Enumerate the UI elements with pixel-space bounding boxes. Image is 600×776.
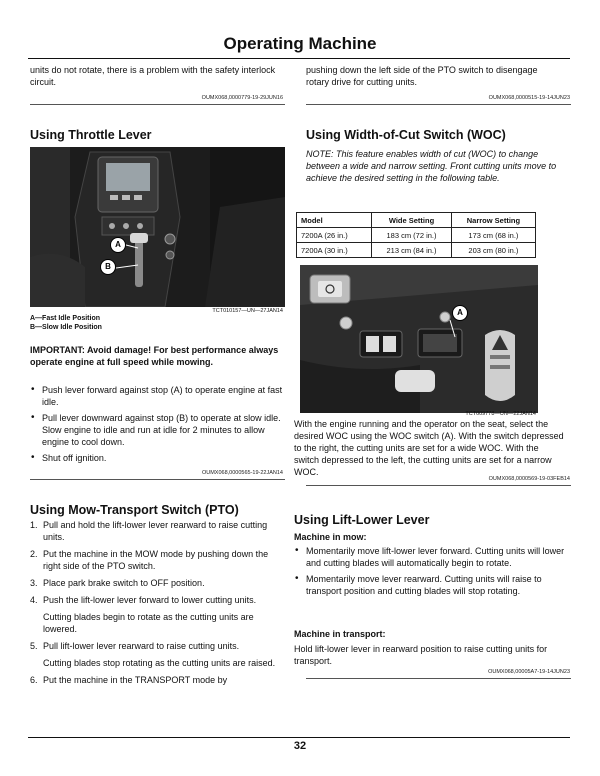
woc-heading: Using Width-of-Cut Switch (WOC) (306, 128, 506, 142)
list-item: 6. Put the machine in the TRANSPORT mode by (30, 675, 228, 685)
table-cell: 7200A (26 in.) (297, 228, 372, 243)
divider (306, 485, 571, 486)
lift-lower-reference: OUMX068,00005A7-19-14JUN23 (488, 669, 570, 675)
left-continued-text: units do not rotate, there is a problem with the safety interlock circuit. (30, 65, 276, 87)
pto-heading: Using Mow-Transport Switch (PTO) (30, 503, 239, 517)
list-item: • Shut off ignition. (42, 452, 285, 464)
column-header: Wide Setting (372, 213, 452, 228)
list-item: 3. Place park brake switch to OFF position. (30, 578, 205, 588)
woc-body-text: With the engine running and the operator on the seat, select the desired WOC using the WOC switch (A). With the switch depressed to the right, the cutting units are set for a wide WOC. With the switch depressed to the left, the cutting units are set for a narrow WOC. (294, 419, 564, 477)
woc-note: NOTE: This feature enables width of cut (WOC) to change between a wide and narrow setting. Front cutting units move to achieve the desired setting in the following table. (306, 149, 557, 183)
callout-a: A (452, 305, 468, 321)
divider (30, 104, 285, 105)
callout-b: B (100, 259, 116, 275)
woc-settings-table (296, 212, 536, 258)
divider (306, 678, 571, 679)
column-header: Narrow Setting (451, 213, 535, 228)
list-item: • Momentarily move lever rearward. Cutting units will raise to transport position and cutting blades will stop rotating. (306, 573, 566, 597)
throttle-lever-photo (30, 147, 285, 307)
list-item: 5. Pull lift-lower lever rearward to raise cutting units. (30, 641, 240, 651)
legend-a: A—Fast Idle Position (30, 315, 101, 322)
divider (306, 104, 571, 105)
transport-text: Hold lift-lower lever in rearward position to raise cutting units for transport. (294, 644, 548, 666)
title-rule (28, 58, 570, 59)
table-header-row (297, 213, 536, 228)
table-cell: 213 cm (84 in.) (372, 243, 452, 258)
mow-subheading: Machine in mow: (294, 532, 367, 542)
woc-switch-photo (300, 265, 538, 413)
page-number: 32 (293, 740, 307, 752)
table-cell: 7200A (30 in.) (297, 243, 372, 258)
right-continued-text: pushing down the left side of the PTO switch to disengage rotary drive for cutting units. (306, 65, 538, 87)
list-item: 4. Push the lift-lower lever forward to lower cutting units. (30, 595, 257, 605)
list-item: • Momentarily move lift-lower lever forward. Cutting units will lower and cutting blades will automatically begin to rotate. (306, 545, 566, 569)
callout-a: A (110, 237, 126, 253)
page-title: Operating Machine (223, 34, 377, 53)
throttle-reference: OUMX068,0000565-19-22JAN14 (201, 470, 283, 476)
woc-panel-illustration (300, 265, 538, 413)
throttle-heading: Using Throttle Lever (30, 128, 152, 142)
list-item: 2. Put the machine in the MOW mode by pushing down the right side of the PTO switch. (30, 549, 269, 571)
right-top-reference: OUMX068,0000515-19-14JUN23 (488, 95, 570, 101)
divider (30, 479, 285, 480)
column-header: Model (297, 213, 372, 228)
left-top-reference: OUMX068,0000779-19-29JUN16 (201, 95, 283, 101)
throttle-console-illustration (30, 147, 285, 307)
important-notice: IMPORTANT: Avoid damage! For best performance always operate engine at full speed while mowing. (30, 345, 279, 367)
step-note: Cutting blades begin to rotate as the cutting units are lowered. (43, 612, 254, 634)
throttle-image-caption: TCT010157—UN—27JAN14 (212, 308, 283, 314)
lift-lower-heading: Using Lift-Lower Lever (294, 513, 430, 527)
list-item: 1. Pull and hold the lift-lower lever rearward to raise cutting units. (30, 520, 268, 542)
table-cell: 203 cm (80 in.) (451, 243, 535, 258)
woc-reference: OUMX068,0000569-19-03FEB14 (488, 476, 570, 482)
pto-step-list (30, 519, 285, 691)
mow-bullet-list (294, 545, 566, 601)
woc-image-caption: TCT009778—UN—22JAN14 (465, 411, 536, 417)
footer-rule (28, 737, 570, 738)
step-note: Cutting blades stop rotating as the cutting units are raised. (43, 658, 276, 668)
table-cell: 183 cm (72 in.) (372, 228, 452, 243)
list-item: • Pull lever downward against stop (B) to operate at slow idle. Slow engine to idle and run at idle for 2 minutes to allow engine to cool down. (42, 412, 285, 448)
throttle-bullet-list (30, 384, 285, 468)
table-row (297, 228, 536, 243)
table-cell: 173 cm (68 in.) (451, 228, 535, 243)
transport-subheading: Machine in transport: (294, 629, 386, 639)
list-item: • Push lever forward against stop (A) to operate engine at fast idle. (42, 384, 285, 408)
legend-b: B—Slow Idle Position (30, 324, 102, 331)
table-row (297, 243, 536, 258)
